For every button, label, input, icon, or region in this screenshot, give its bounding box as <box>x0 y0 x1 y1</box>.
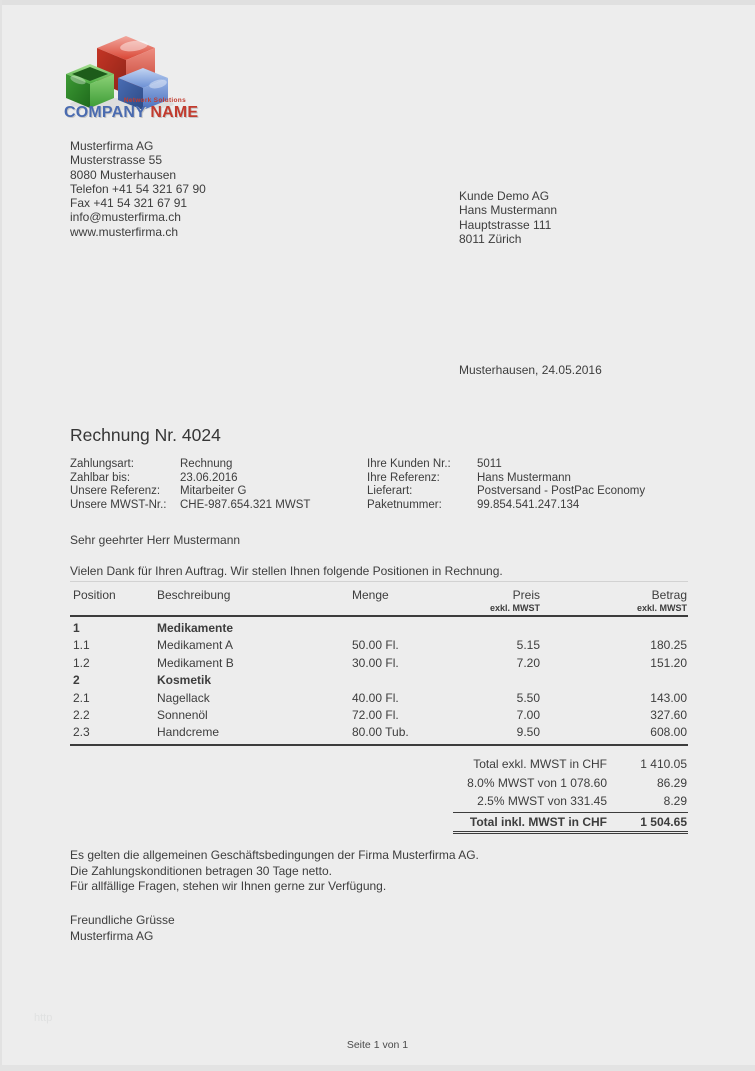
meta-row <box>70 458 688 472</box>
meta-label: Zahlungsart: <box>70 458 134 470</box>
table-group-row <box>70 620 688 637</box>
intro-text: Vielen Dank für Ihren Auftrag. Wir stellen Ihnen folgende Positionen in Rechnung. <box>70 564 503 578</box>
cell-position: 2 <box>73 673 80 688</box>
cell-description: Nagellack <box>157 690 210 705</box>
meta-row <box>70 485 688 499</box>
meta-label: Unsere MWST-Nr.: <box>70 498 167 511</box>
recipient-name: Hans Mustermann <box>459 203 558 218</box>
totals-block <box>453 755 688 834</box>
cell-quantity: 50.00 Fl. <box>352 638 399 653</box>
col-header-quantity: Menge <box>352 588 389 602</box>
col-header-price-sub: exkl. MWST <box>489 603 540 613</box>
recipient-city: 8011 Zürich <box>459 231 522 246</box>
line-items-table <box>70 581 688 746</box>
cell-price: 7.20 <box>516 655 540 670</box>
table-row <box>70 637 688 654</box>
total-label: 2.5% MWST von 331.45 <box>477 794 607 808</box>
cell-description: Medikament B <box>157 655 234 670</box>
sender-city: 8080 Musterhausen <box>70 167 177 182</box>
total-label: 8.0% MWST von 1 078.60 <box>467 775 607 790</box>
table-body <box>70 617 688 746</box>
cell-price: 9.50 <box>516 725 540 740</box>
sender-website: www.musterfirma.ch <box>70 224 179 239</box>
table-header-row <box>70 582 688 617</box>
cell-amount: 151.20 <box>650 655 687 670</box>
meta-value: 23.06.2016 <box>180 471 238 484</box>
sender-address-block <box>70 139 206 239</box>
meta-value: 99.854.541.247.134 <box>477 498 580 511</box>
cell-quantity <box>352 620 452 637</box>
cell-amount: 327.60 <box>650 708 687 723</box>
meta-value: Mitarbeiter G <box>180 485 247 498</box>
cell-amount: 608.00 <box>650 725 687 740</box>
salutation: Sehr geehrter Herr Mustermann <box>70 533 241 547</box>
meta-value: 5011 <box>477 458 502 470</box>
cell-amount: 143.00 <box>650 690 687 705</box>
terms-line: Die Zahlungskonditionen betragen 30 Tage netto. <box>70 863 332 878</box>
sender-email: info@musterfirma.ch <box>70 210 181 225</box>
cell-price: 5.50 <box>516 690 540 705</box>
meta-label: Zahlbar bis: <box>70 471 131 484</box>
cell-quantity: 72.00 Fl. <box>352 708 399 723</box>
cell-description: Sonnenöl <box>157 708 208 723</box>
col-header-description: Beschreibung <box>157 588 231 602</box>
col-header-price-label: Preis <box>512 588 540 602</box>
cell-position: 1 <box>73 621 80 635</box>
company-logo <box>64 32 199 124</box>
meta-value: Postversand - PostPac Economy <box>477 485 646 498</box>
recipient-company: Kunde Demo AG <box>459 189 550 203</box>
total-value: 8.29 <box>663 794 687 808</box>
cell-description: Kosmetik <box>157 673 212 688</box>
meta-row <box>70 499 688 513</box>
terms-line: Für allfällige Fragen, stehen wir Ihnen gerne zur Verfügung. <box>70 879 387 894</box>
col-header-amount-sub: exkl. MWST <box>636 603 687 613</box>
cell-quantity: 40.00 Fl. <box>352 690 399 705</box>
table-row <box>70 707 688 724</box>
scan-edge-top <box>0 0 755 5</box>
cell-amount <box>540 620 688 637</box>
grand-total-double-rule <box>453 831 688 834</box>
col-header-amount-label: Betrag <box>651 588 687 602</box>
cell-position: 1.2 <box>73 655 90 670</box>
cell-description: Medikamente <box>157 621 234 635</box>
recipient-address-block <box>459 189 557 246</box>
invoice-meta-block <box>70 458 688 512</box>
cell-position: 1.1 <box>73 638 90 653</box>
terms-line: Es gelten die allgemeinen Geschäftsbedingungen der Firma Musterfirma AG. <box>70 848 479 862</box>
cell-position: 2.1 <box>73 690 90 705</box>
cell-description: Handcreme <box>157 725 220 740</box>
sender-street: Musterstrasse 55 <box>70 153 163 168</box>
cell-quantity <box>352 672 452 689</box>
total-row-subtotal <box>453 755 688 774</box>
table-row <box>70 655 688 672</box>
cell-price <box>452 620 540 637</box>
meta-label: Ihre Referenz: <box>367 471 440 484</box>
cell-amount: 180.25 <box>650 638 687 653</box>
sender-company: Musterfirma AG <box>70 139 154 153</box>
meta-value: Rechnung <box>180 458 233 470</box>
total-value: 86.29 <box>656 775 687 790</box>
terms-block <box>70 848 479 895</box>
place-date-line: Musterhausen, 24.05.2016 <box>459 363 602 377</box>
col-header-amount <box>540 588 688 613</box>
logo-word-company: COMPANY <box>64 104 146 121</box>
cell-price <box>452 672 540 689</box>
signoff-greeting: Freundliche Grüsse <box>70 913 175 927</box>
logo-text <box>64 97 199 122</box>
recipient-street: Hauptstrasse 111 <box>459 217 552 232</box>
watermark-text: http <box>34 1012 53 1024</box>
page-number: Seite 1 von 1 <box>346 1039 409 1051</box>
meta-row <box>70 472 688 486</box>
invoice-title: Rechnung Nr. 4024 <box>70 425 221 445</box>
meta-value: CHE-987.654.321 MWST <box>180 498 311 511</box>
cell-amount <box>540 672 688 689</box>
sender-phone: Telefon +41 54 321 67 90 <box>70 181 206 196</box>
scan-edge-left <box>0 0 2 1071</box>
total-label: Total exkl. MWST in CHF <box>473 757 607 771</box>
signoff-block <box>70 913 175 944</box>
total-value: 1 504.65 <box>640 814 687 829</box>
logo-word-name: NAME <box>150 104 199 121</box>
cell-quantity: 30.00 Fl. <box>352 655 399 670</box>
logo-tagline: Network Solutions <box>123 97 186 104</box>
total-row-grand-total <box>453 812 688 831</box>
cell-position: 2.3 <box>73 725 90 740</box>
meta-label: Paketnummer: <box>367 498 442 511</box>
total-value: 1 410.05 <box>640 757 687 771</box>
table-row <box>70 724 688 741</box>
table-group-row <box>70 672 688 689</box>
total-row-vat-25 <box>453 792 688 811</box>
cell-description: Medikament A <box>157 638 234 653</box>
meta-label: Lieferart: <box>367 485 413 498</box>
total-label: Total inkl. MWST in CHF <box>469 814 607 829</box>
sender-fax: Fax +41 54 321 67 91 <box>70 196 188 211</box>
cell-position: 2.2 <box>73 708 90 723</box>
cell-price: 5.15 <box>516 638 540 653</box>
cell-quantity: 80.00 Tub. <box>352 725 409 740</box>
meta-value: Hans Mustermann <box>477 471 571 484</box>
logo-company-name <box>64 104 199 122</box>
col-header-price <box>452 588 540 613</box>
col-header-position: Position <box>73 588 116 602</box>
meta-label: Ihre Kunden Nr.: <box>367 458 451 470</box>
table-row <box>70 690 688 707</box>
meta-label: Unsere Referenz: <box>70 485 161 498</box>
total-row-vat-8 <box>453 774 688 793</box>
signoff-company: Musterfirma AG <box>70 928 154 943</box>
cell-price: 7.00 <box>516 708 540 723</box>
scan-edge-bottom <box>0 1065 755 1071</box>
